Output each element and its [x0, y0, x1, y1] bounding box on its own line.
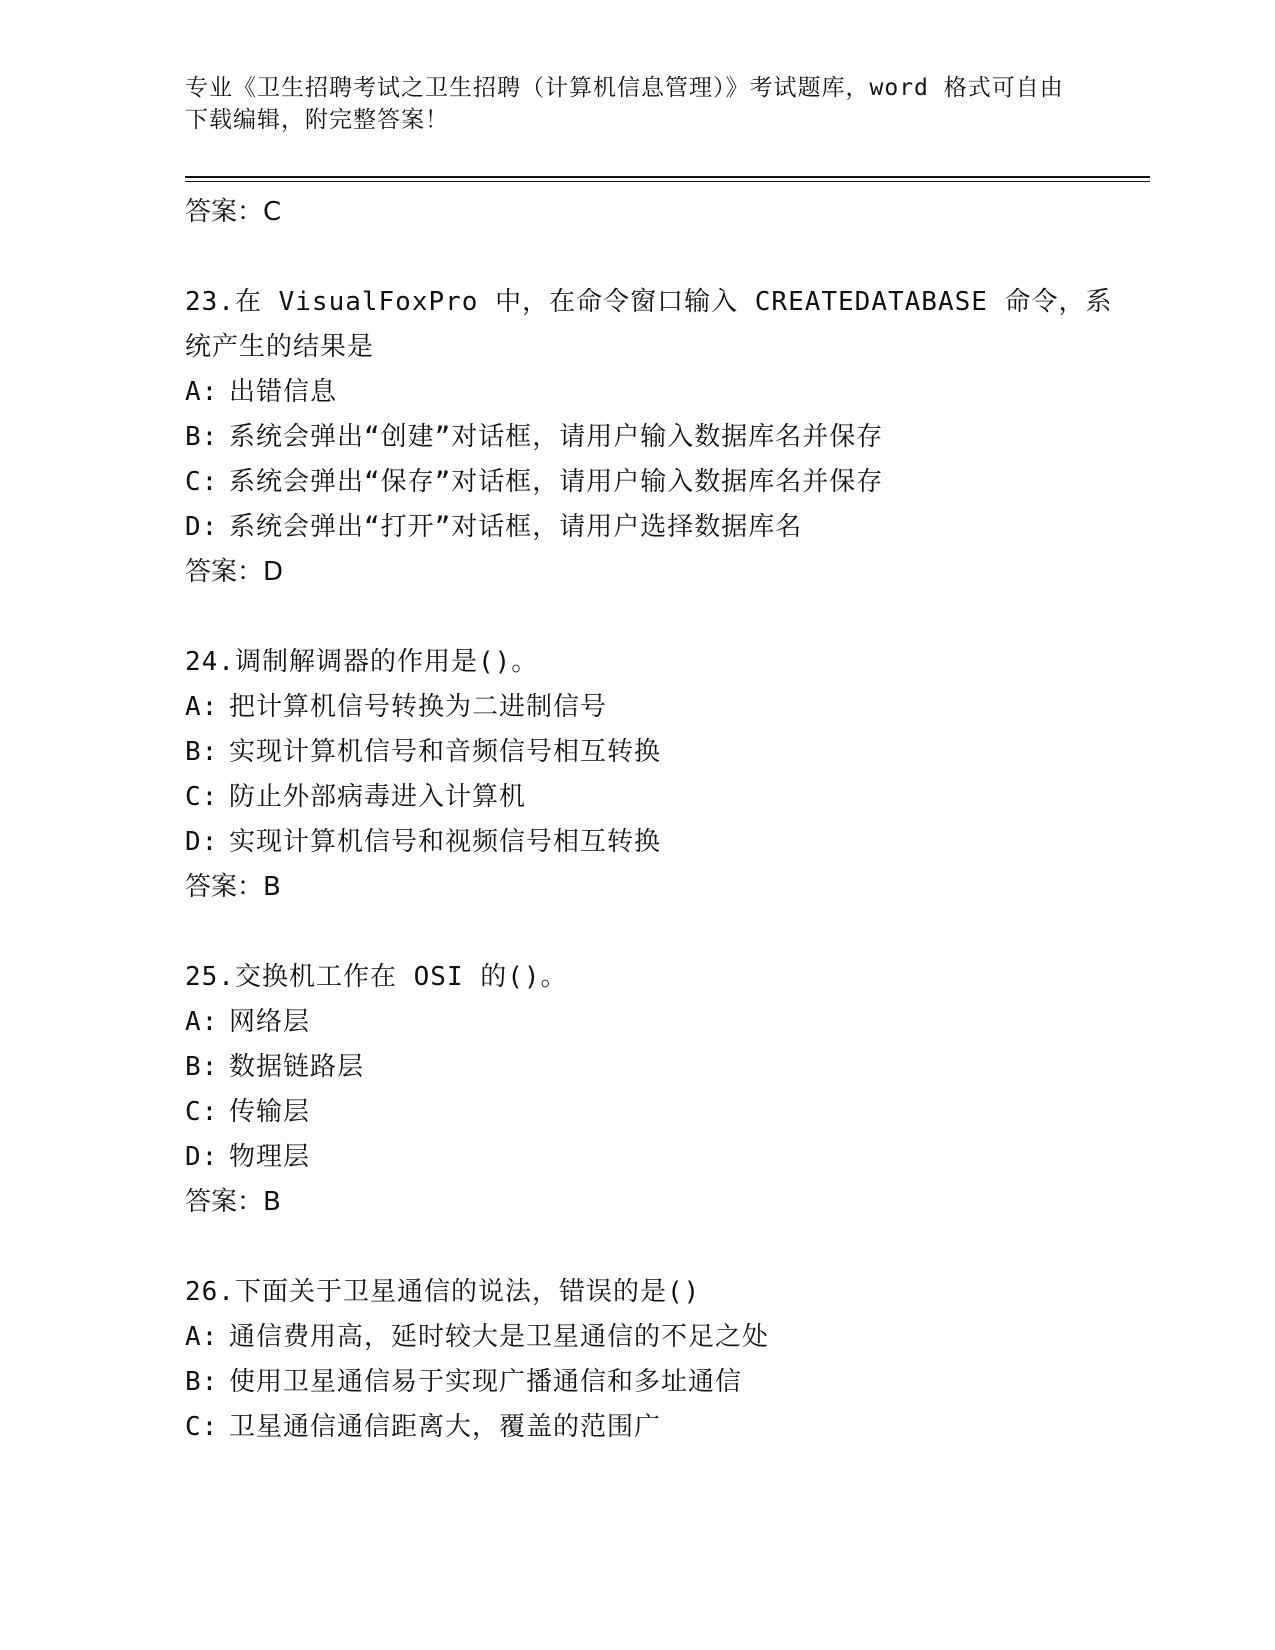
option-letter: C: [185, 782, 219, 812]
option-a [185, 370, 1135, 415]
question-answer: 答案：B [185, 1187, 281, 1217]
option-a [185, 1315, 1135, 1360]
option-b [185, 730, 1135, 775]
option-b [185, 1045, 1135, 1090]
question-answer: 答案：D [185, 557, 284, 587]
option-text: 实现计算机信号和音频信号相互转换 [229, 737, 662, 767]
document-header: 专业《卫生招聘考试之卫生招聘（计算机信息管理）》考试题库，word 格式可自由下载编辑，附完整答案！ [185, 75, 1064, 133]
question-26 [185, 1270, 1135, 1450]
option-letter: C: [185, 1097, 219, 1127]
header-divider-thin [185, 181, 1150, 182]
option-a [185, 1000, 1135, 1045]
document-body [185, 190, 1135, 1450]
option-d [185, 1135, 1135, 1180]
option-c [185, 1090, 1135, 1135]
option-letter: A: [185, 377, 219, 407]
option-text: 使用卫星通信易于实现广播通信和多址通信 [229, 1367, 743, 1397]
option-text: 把计算机信号转换为二进制信号 [229, 692, 608, 722]
option-letter: B: [185, 737, 219, 767]
option-c [185, 460, 1135, 505]
previous-answer: 答案：C [185, 197, 282, 227]
header-divider-thick [185, 176, 1150, 178]
option-letter: C: [185, 1412, 219, 1442]
question-23 [185, 280, 1135, 595]
option-text: 系统会弹出“创建”对话框，请用户输入数据库名并保存 [229, 422, 884, 452]
option-text: 网络层 [229, 1007, 311, 1037]
option-b [185, 1360, 1135, 1405]
option-text: 数据链路层 [229, 1052, 365, 1082]
option-text: 出错信息 [229, 377, 338, 407]
option-text: 传输层 [229, 1097, 311, 1127]
option-c [185, 775, 1135, 820]
question-25 [185, 955, 1135, 1225]
option-text: 系统会弹出“打开”对话框，请用户选择数据库名 [229, 512, 803, 542]
option-letter: D: [185, 1142, 219, 1172]
option-letter: A: [185, 1007, 219, 1037]
option-a [185, 685, 1135, 730]
option-letter: A: [185, 692, 219, 722]
option-letter: D: [185, 827, 219, 857]
question-stem: 24.调制解调器的作用是()。 [185, 647, 539, 677]
option-text: 卫星通信通信距离大，覆盖的范围广 [229, 1412, 662, 1442]
option-letter: B: [185, 1052, 219, 1082]
option-text: 物理层 [229, 1142, 311, 1172]
option-text: 系统会弹出“保存”对话框，请用户输入数据库名并保存 [229, 467, 884, 497]
question-stem: 26.下面关于卫星通信的说法，错误的是() [185, 1277, 701, 1307]
option-letter: D: [185, 512, 219, 542]
question-24 [185, 640, 1135, 910]
option-text: 实现计算机信号和视频信号相互转换 [229, 827, 662, 857]
option-letter: B: [185, 422, 219, 452]
option-letter: C: [185, 467, 219, 497]
question-stem: 23.在 VisualFoxPro 中，在命令窗口输入 CREATEDATABASE 命令，系统产生的结果是 [185, 287, 1113, 362]
option-b [185, 415, 1135, 460]
option-text: 通信费用高，延时较大是卫星通信的不足之处 [229, 1322, 770, 1352]
option-d [185, 820, 1135, 865]
question-stem: 25.交换机工作在 OSI 的()。 [185, 962, 568, 992]
option-c [185, 1405, 1135, 1450]
option-letter: A: [185, 1322, 219, 1352]
option-letter: B: [185, 1367, 219, 1397]
option-text: 防止外部病毒进入计算机 [229, 782, 527, 812]
question-answer: 答案：B [185, 872, 281, 902]
option-d [185, 505, 1135, 550]
